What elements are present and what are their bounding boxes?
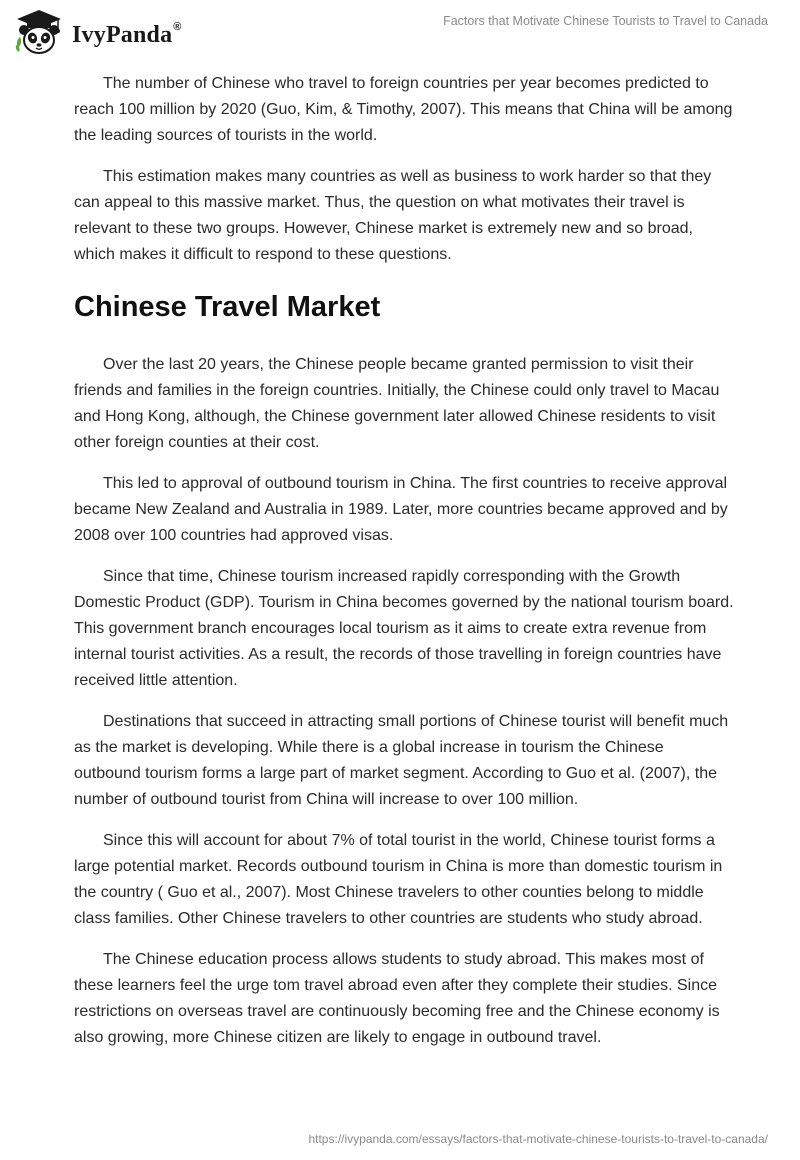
section-paragraph-1: Over the last 20 years, the Chinese people became granted permission to visit their friends and families in the foreign countries. Initially, the Chinese could only travel to Macau and Hong Kong, although, the Chinese government later allowed Chinese residents to visit other foreign counties at their cost. bbox=[74, 356, 720, 451]
section-paragraph-4: Destinations that succeed in attracting small portions of Chinese tourist will benefit much as the market is developing. While there is a global increase in tourism the Chinese outbound tourism forms a large part of market segment. According to Guo et al. (2007), the number of outbound tourist from China will increase to over 100 million. bbox=[74, 713, 729, 808]
footer-url[interactable]: https://ivypanda.com/essays/factors-that-motivate-chinese-tourists-to-travel-to-canada/ bbox=[308, 1132, 768, 1146]
logo-name: IvyPanda bbox=[72, 21, 173, 48]
section-paragraph-3: Since that time, Chinese tourism increased rapidly corresponding with the Growth Domestic Product (GDP). Tourism in China becomes governed by the national tourism board. This government branch encourages local tourism as it aims to create extra revenue from internal tourist activities. As a result, the records of those travelling in foreign countries have received little attention. bbox=[74, 568, 734, 689]
section-paragraph-6: The Chinese education process allows students to study abroad. This makes most of these learners feel the urge tom travel abroad even after they complete their studies. Since restrictions on overseas travel are continuously becoming free and the Chinese economy is also growing, more Chinese citizen are likely to engage in outbound travel. bbox=[74, 951, 720, 1046]
document-title: Factors that Motivate Chinese Tourists to Travel to Canada bbox=[443, 14, 768, 28]
ivypanda-logo[interactable] bbox=[14, 8, 182, 58]
section-heading: Chinese Travel Market bbox=[74, 291, 381, 323]
intro-paragraph-1: The number of Chinese who travel to foreign countries per year becomes predicted to reach 100 million by 2020 (Guo, Kim, & Timothy, 2007). This means that China will be among the leading sources of tourists in the world. bbox=[74, 75, 733, 144]
article-body bbox=[74, 71, 734, 1066]
section-paragraph-2: This led to approval of outbound tourism in China. The first countries to receive approval became New Zealand and Australia in 1989. Later, more countries became approved and by 2008 over 100 countries had approved visas. bbox=[74, 475, 728, 544]
intro-paragraph-2: This estimation makes many countries as well as business to work harder so that they can appeal to this massive market. Thus, the question on what motivates their travel is relevant to these two groups. However, Chinese market is extremely new and so broad, which makes it difficult to respond to these questions. bbox=[74, 168, 712, 263]
page-header bbox=[0, 0, 800, 70]
logo-wordmark bbox=[72, 22, 182, 49]
logo-registered-mark: ® bbox=[173, 20, 182, 33]
section-paragraph-5: Since this will account for about 7% of total tourist in the world, Chinese tourist forms a large potential market. Records outbound tourism in China is more than domestic tourism in the country ( Guo et al., 2007). Most Chinese travelers to other counties belong to middle class families. Other Chinese travelers to other countries are students who study abroad. bbox=[74, 832, 723, 927]
panda-graduation-cap-icon bbox=[14, 8, 64, 58]
